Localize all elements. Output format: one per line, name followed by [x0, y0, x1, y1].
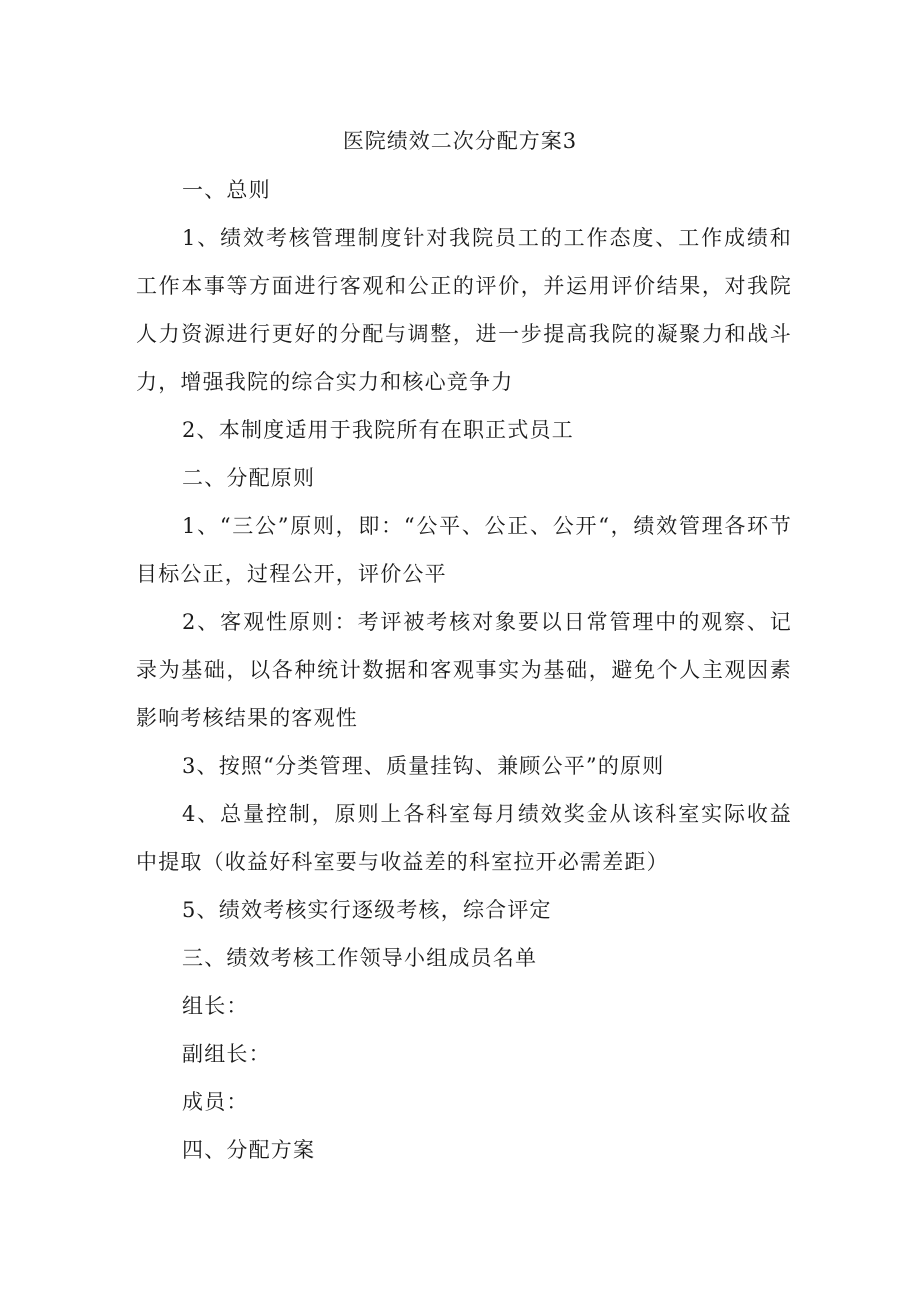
paragraph-principle-1: 1、“三公”原则，即：“公平、公正、公开“，绩效管理各环节目标公正，过程公开，评价公平 [136, 514, 792, 586]
document-title: 医院绩效二次分配方案3 [342, 129, 578, 153]
section-heading-leadership-group: 三、绩效考核工作领导小组成员名单 [182, 946, 538, 970]
section-heading-general: 一、总则 [182, 178, 271, 202]
paragraph-general-2: 2、本制度适用于我院所有在职正式员工 [182, 418, 574, 442]
section-heading-principles: 二、分配原则 [182, 466, 316, 490]
paragraph-principle-2: 2、客观性原则：考评被考核对象要以日常管理中的观察、记录为基础，以各种统计数据和客观事实为基础，避免个人主观因素影响考核结果的客观性 [136, 610, 792, 730]
members-line: 成员： [182, 1090, 249, 1114]
paragraph-principle-3: 3、按照“分类管理、质量挂钩、兼顾公平”的原则 [182, 754, 665, 778]
document-body [136, 166, 792, 1174]
paragraph-general-1: 1、绩效考核管理制度针对我院员工的工作态度、工作成绩和工作本事等方面进行客观和公正的评价，并运用评价结果，对我院人力资源进行更好的分配与调整，进一步提高我院的凝聚力和战斗力，增强我院的综合实力和核心竞争力 [136, 226, 792, 394]
deputy-leader-line: 副组长： [182, 1042, 271, 1066]
paragraph-principle-4: 4、总量控制，原则上各科室每月绩效奖金从该科室实际收益中提取（收益好科室要与收益差的科室拉开必需差距） [136, 802, 792, 874]
paragraph-principle-5: 5、绩效考核实行逐级考核，综合评定 [182, 898, 552, 922]
section-heading-distribution-plan: 四、分配方案 [182, 1138, 316, 1162]
group-leader-line: 组长： [182, 994, 249, 1018]
